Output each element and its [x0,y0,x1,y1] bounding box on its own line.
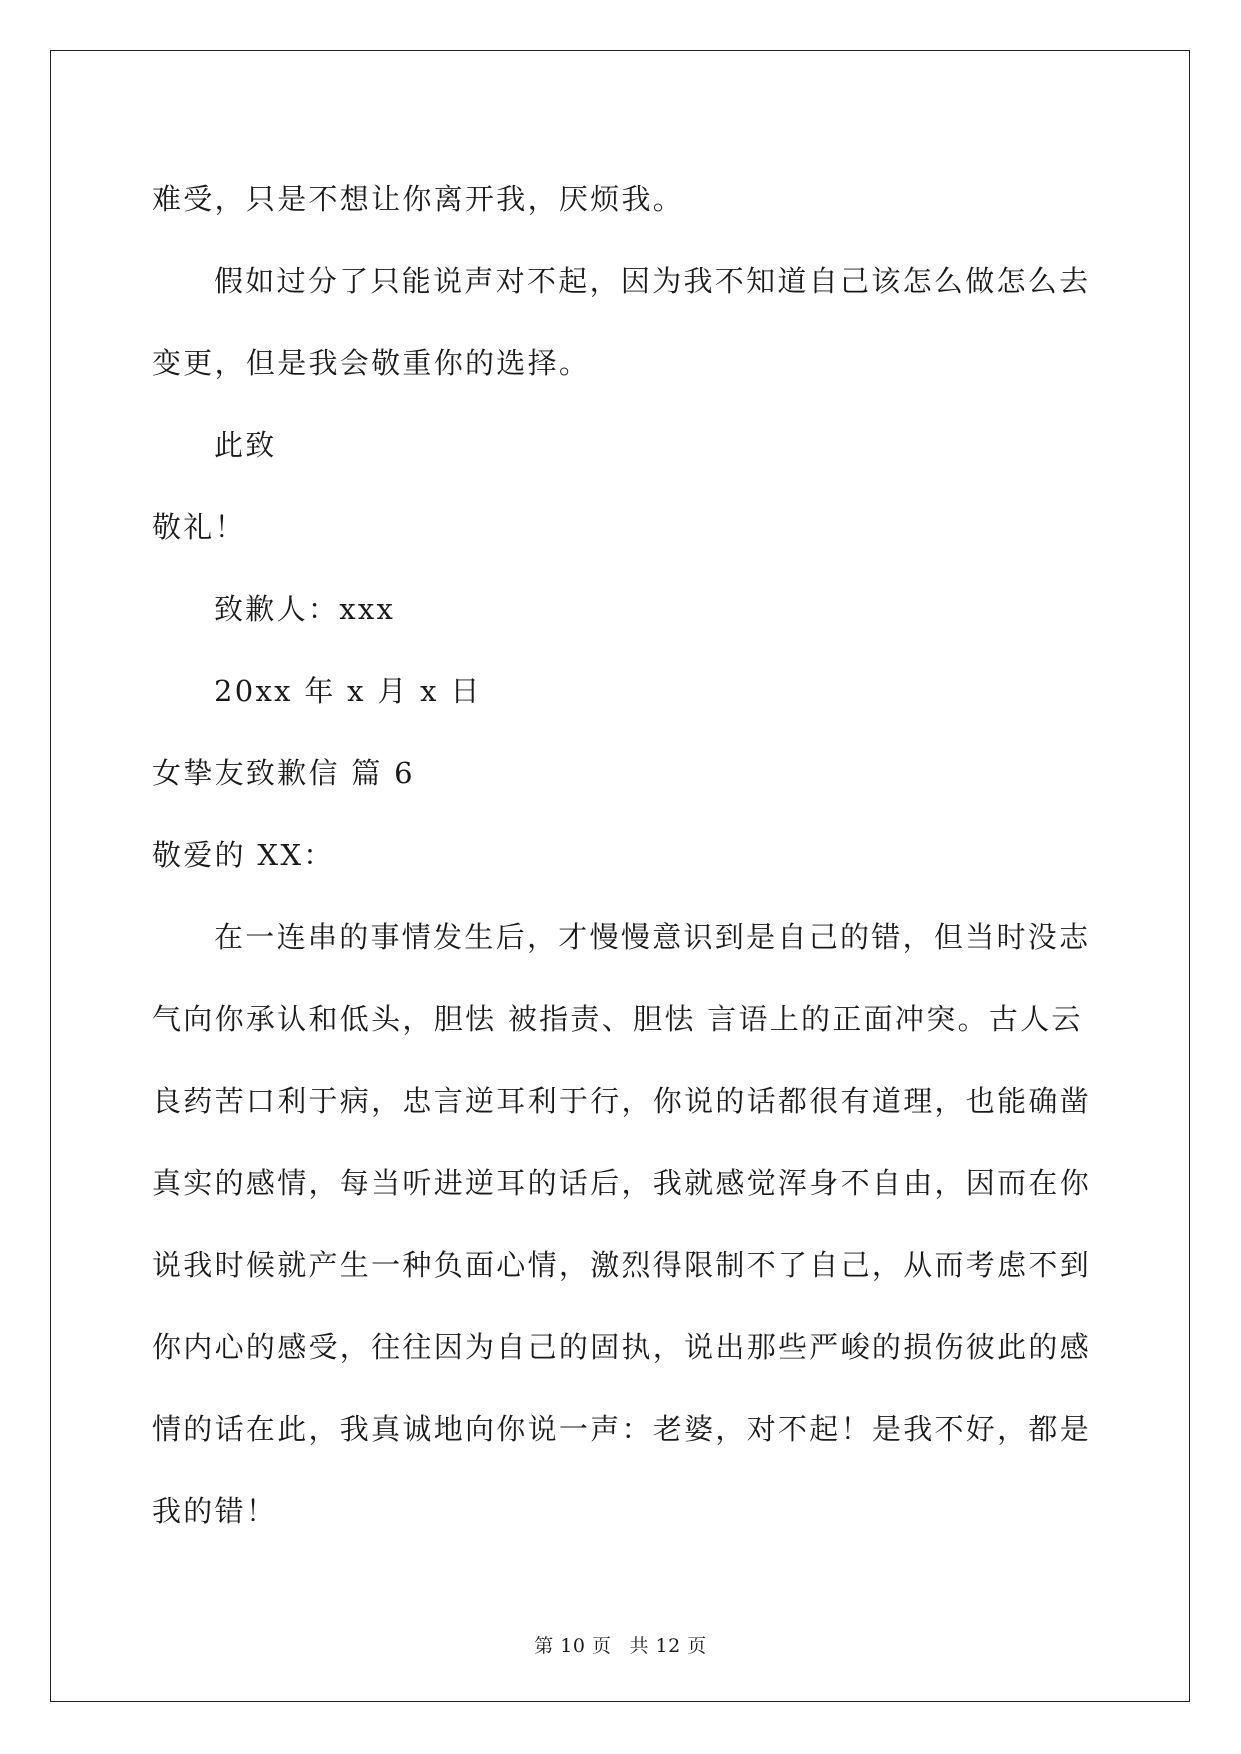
signature-line: 致歉人：xxx [214,592,396,626]
text-line: 假如过分了只能说声对不起，因为我不知道自己该怎么做怎么去 [214,264,1091,298]
text-line: 难受，只是不想让你离开我，厌烦我。 [152,182,685,216]
section-heading: 女挚友致歉信 篇 6 [152,756,415,790]
page-number: 第 10 页 [534,1635,612,1657]
text-line: 良药苦口利于病，忠言逆耳利于行，你说的话都很有道理，也能确凿 [152,1084,1092,1118]
document-body [152,158,1092,1552]
page-footer [0,1634,1241,1658]
text-line: 说我时候就产生一种负面心情，激烈得限制不了自己，从而考虑不到 [152,1248,1092,1282]
closing-salutation: 此致 [214,428,277,462]
text-line: 真实的感情，每当听进逆耳的话后，我就感觉浑身不自由，因而在你 [152,1166,1092,1200]
closing-regards: 敬礼！ [152,510,246,544]
text-line: 我的错！ [152,1494,278,1528]
text-line: 在一连串的事情发生后，才慢慢意识到是自己的错，但当时没志 [214,920,1091,954]
date-line: 20xx 年 x 月 x 日 [214,674,482,708]
page-total: 共 12 页 [629,1635,707,1657]
text-line: 你内心的感受，往往因为自己的固执，说出那些严峻的损伤彼此的感 [152,1330,1092,1364]
text-line: 气向你承认和低头，胆怯 被指责、胆怯 言语上的正面冲突。古人云 [152,1002,1083,1036]
text-line: 变更，但是我会敬重你的选择。 [152,346,591,380]
greeting-line: 敬爱的 XX： [152,838,335,872]
text-line: 情的话在此，我真诚地向你说一声：老婆，对不起！是我不好，都是 [152,1412,1092,1446]
